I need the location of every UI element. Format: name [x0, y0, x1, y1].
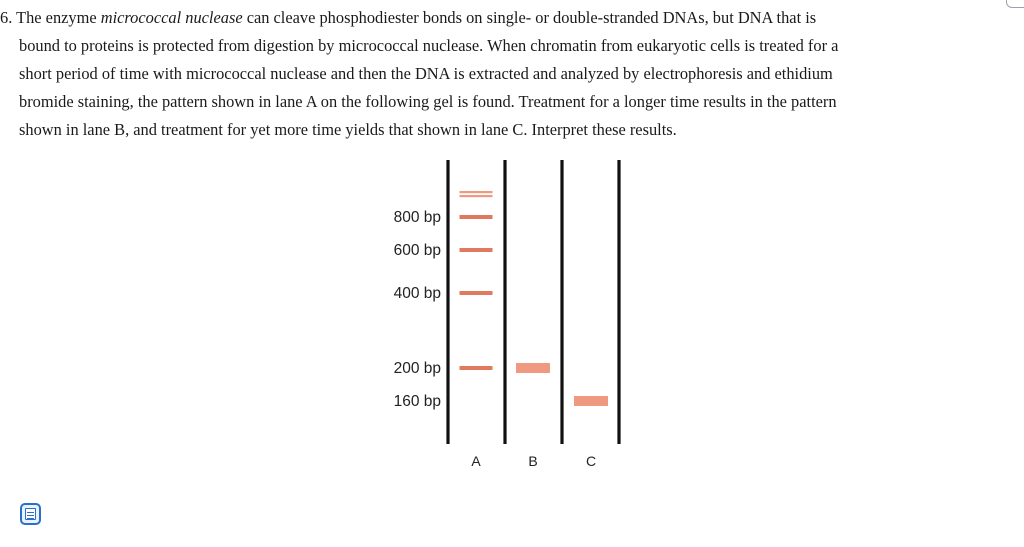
- lane-label-c: C: [585, 453, 597, 469]
- document-icon[interactable]: [20, 503, 41, 525]
- band-lane-b: [516, 363, 550, 373]
- marker-label: 600 bp: [393, 242, 441, 259]
- enzyme-name: micrococcal nuclease: [100, 8, 243, 27]
- question-line-2: bound to proteins is protected from digestion by micrococcal nuclease. When chromatin from eukaryotic cells is treated for a: [19, 36, 839, 55]
- corner-tab: [1006, 0, 1024, 8]
- question-line-1-end: can cleave phosphodiester bonds on single- or double-stranded DNAs, but DNA that is: [242, 8, 817, 27]
- question-line-4: bromide staining, the pattern shown in lane A on the following gel is found. Treatment for a longer time results in the pattern: [19, 92, 837, 111]
- band-lane-a: [460, 215, 493, 219]
- band-lane-a: [460, 291, 493, 295]
- document-line: [27, 518, 34, 519]
- band-lane-a: [460, 248, 493, 252]
- question-number: 6.: [0, 8, 13, 27]
- document-line: [27, 512, 34, 513]
- marker-label: 400 bp: [393, 285, 441, 302]
- question-line-5: shown in lane B, and treatment for yet more time yields that shown in lane C. Interpret these results.: [19, 120, 677, 139]
- band-lane-a: [460, 191, 493, 193]
- question-text: [0, 4, 990, 144]
- band-lane-c: [574, 396, 608, 406]
- marker-label: 800 bp: [393, 209, 441, 226]
- band-lane-a: [460, 366, 493, 370]
- question-line-3: short period of time with micrococcal nuclease and then the DNA is extracted and analyzed by electrophoresis and ethidium: [19, 64, 833, 83]
- marker-label: 160 bp: [393, 393, 441, 410]
- document-line: [27, 515, 34, 516]
- marker-label: 200 bp: [393, 360, 441, 377]
- lane-label-a: A: [471, 453, 481, 469]
- question-line-1: [0, 4, 990, 32]
- question-line-1-start: The enzyme: [12, 8, 101, 27]
- lane-label-b: B: [528, 453, 538, 469]
- band-lane-a: [460, 195, 493, 197]
